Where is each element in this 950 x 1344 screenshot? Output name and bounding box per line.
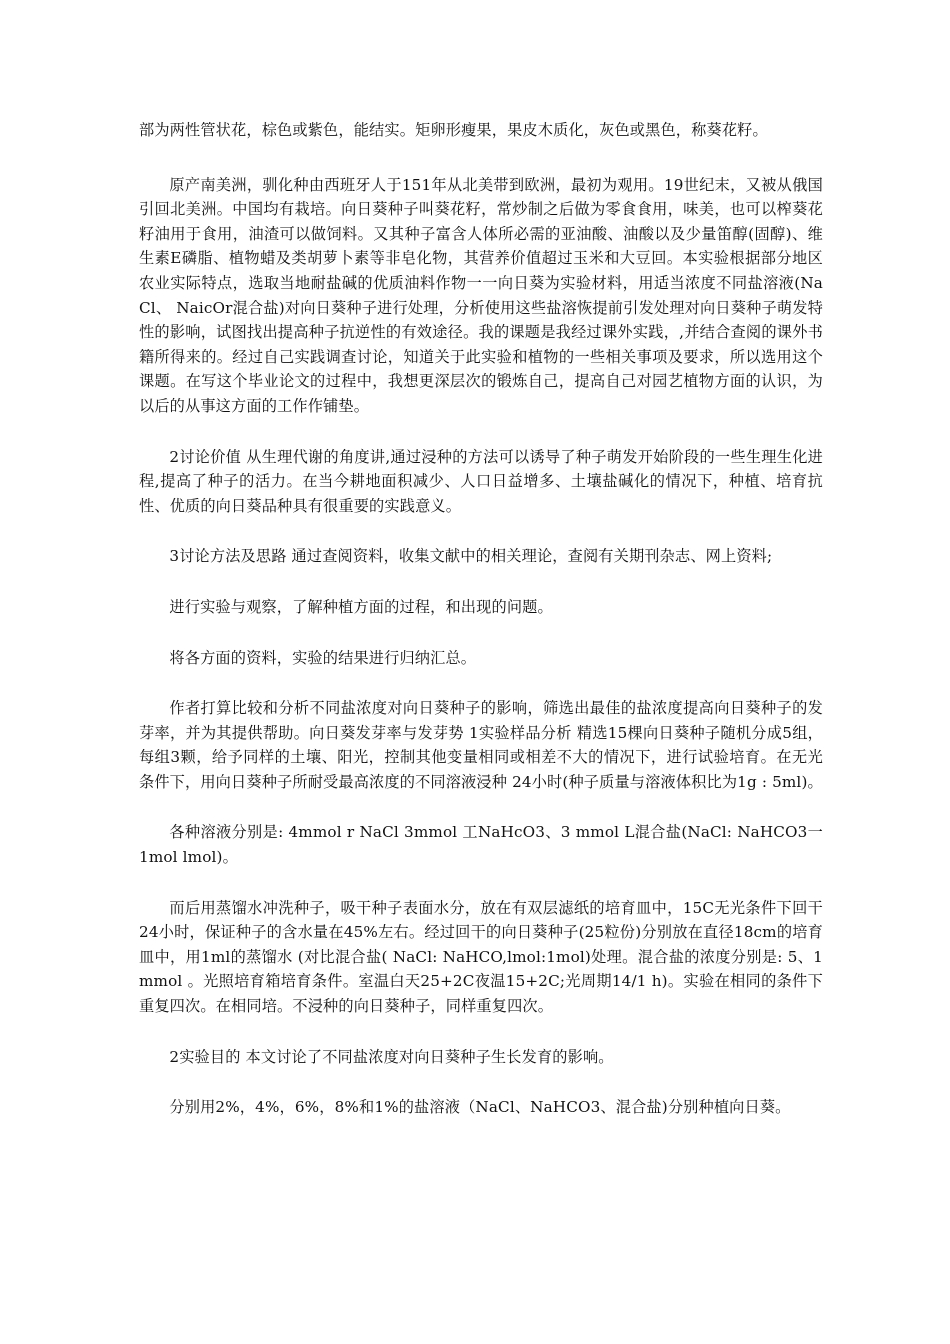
paragraph-experiment-observation: 进行实验与观察，了解种植方面的过程，和出现的问题。 <box>169 597 553 616</box>
paragraph-research-method: 3讨论方法及思路 通过查阅资料，收集文献中的相关理论，查阅有关期刊杂志、网上资料; <box>169 547 773 566</box>
paragraph-salt-concentrations: 分别用2%，4%，6%，8%和1%的盐溶液（NaCl、NaHCO3、混合盐)分别种植向日葵。 <box>169 1098 791 1117</box>
paragraph-experiment-purpose: 2实验目的 本文讨论了不同盐浓度对向日葵种子生长发育的影响。 <box>169 1047 614 1066</box>
paragraph-research-value: 2讨论价值 从生理代谢的角度讲,通过浸种的方法可以诱导了种子萌发开始阶段的一些生理生化进程,提高了种子的活力。在当今耕地面积减少、人口日益增多、土壤盐碱化的情况下，种植、培育抗性、优质的向日葵品种具有很重要的实践意义。 <box>139 447 823 515</box>
paragraph-sample-analysis: 作者打算比较和分析不同盐浓度对向日葵种子的影响，筛选出最佳的盐浓度提高向日葵种子的发芽率，并为其提供帮助。向日葵发芽率与发芽势 1实验样品分析 精选15棵向日葵种子随机分成5组，每组3颗，给予同样的土壤、阳光，控制其他变量相同或相差不大的情况下，进行试验培育。在无光条件下，用向日葵种子所耐受最高浓度的不同溶液浸种 24小时(种子质量与溶液体积比为1g : 5ml)。 <box>139 699 823 791</box>
paragraph-solutions: 各种溶液分别是: 4mmol r NaCl 3mmol 工NaHcO3、3 mmol L混合盐(NaCl: NaHCO3一1mol lmol)。 <box>139 823 823 867</box>
document-page <box>139 118 823 1146</box>
paragraph-summary-step: 将各方面的资料，实验的结果进行归纳汇总。 <box>169 648 477 667</box>
paragraph-origin-background: 原产南美洲，驯化种由西班牙人于151年从北美带到欧洲，最初为观用。19世纪末，又被从俄国引回北美洲。中国均有栽培。向日葵种子叫葵花籽，常炒制之后做为零食食用，味美，也可以榨葵花籽油用于食用，油渣可以做饲料。又其种子富含人体所必需的亚油酸、油酸以及少量笛醇(固醇)、维生素E磷脂、植物蜡及类胡萝卜素等非皂化物，其营养价值超过玉米和大豆回。本实验根据部分地区农业实际特点，选取当地耐盐碱的优质油料作物一一向日葵为实验材料，用适当浓度不同盐溶液(NaCl、 NaicOr混合盐)对向日葵种子进行处理，分析使用这些盐溶恢提前引发处理对向日葵种子萌发特性的影响，试图找出提高种子抗逆性的有效途径。我的课题是我经过课外实践，,并结合查阅的课外书籍所得来的。经过自己实践调查讨论，知道关于此实验和植物的一些相关事项及要求，所以选用这个课题。在写这个毕业论文的过程中，我想更深层次的锻炼自己，提高自己对园艺植物方面的认识，为以后的从事这方面的工作作铺垫。 <box>139 175 823 415</box>
paragraph-flower-description: 部为两性管状花，棕色或紫色，能结实。矩卵形瘦果，果皮木质化，灰色或黑色，称葵花籽。 <box>139 121 768 139</box>
paragraph-procedure: 而后用蒸馏水冲洗种子，吸干种子表面水分，放在有双层滤纸的培育皿中，15C无光条件下回干24小时，保证种子的含水量在45%左右。经过回干的向日葵种子(25粒份)分别放在直径18cm的培育皿中，用1ml的蒸馏水 (对比混合盐( NaCl: NaHCO,lmol:1mol)处理。混合盐的浓度分别是: 5、1mmol 。光照培育箱培育条件。室温白天25+2C夜温15+2C;光周期14/1 h)。实验在相同的条件下重复四次。在相同培。不浸种的向日葵种子，同样重复四次。 <box>139 898 823 1016</box>
